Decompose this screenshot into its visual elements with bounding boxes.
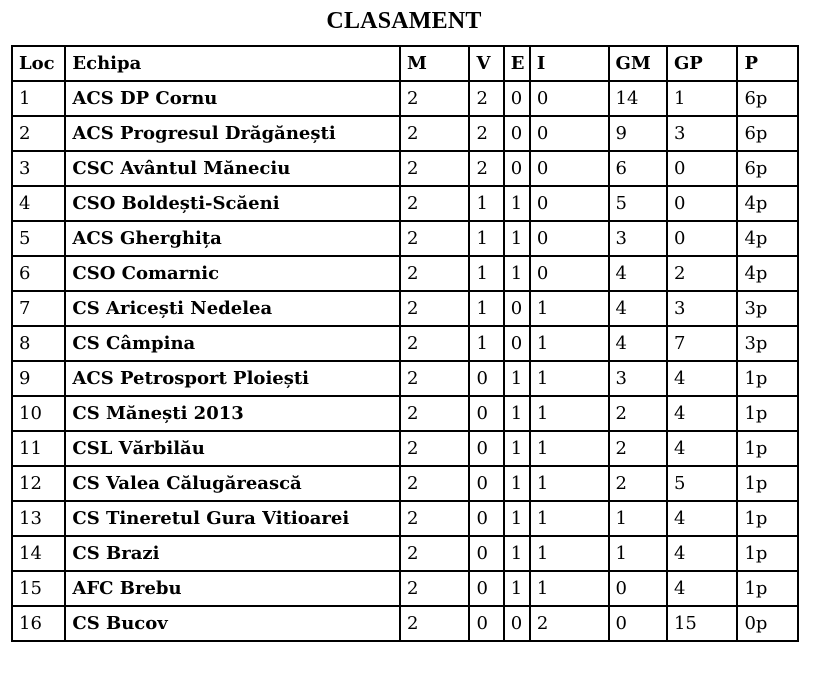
column-header-p: P [737, 46, 798, 81]
team-cell: ACS Gherghița [65, 221, 400, 256]
losses-cell: 2 [530, 606, 609, 641]
points-cell: 4p [737, 186, 798, 221]
wins-cell: 0 [469, 571, 503, 606]
goals-scored-cell: 3 [609, 361, 667, 396]
losses-cell: 1 [530, 361, 609, 396]
draws-cell: 1 [504, 361, 530, 396]
table-row [12, 116, 798, 151]
table-row [12, 221, 798, 256]
team-cell: ACS Petrosport Ploiești [65, 361, 400, 396]
table-row [12, 606, 798, 641]
position-cell: 13 [12, 501, 65, 536]
goals-scored-cell: 9 [609, 116, 667, 151]
draws-cell: 0 [504, 606, 530, 641]
position-cell: 4 [12, 186, 65, 221]
goals-scored-cell: 3 [609, 221, 667, 256]
position-cell: 11 [12, 431, 65, 466]
position-cell: 9 [12, 361, 65, 396]
wins-cell: 1 [469, 291, 503, 326]
draws-cell: 1 [504, 431, 530, 466]
position-cell: 15 [12, 571, 65, 606]
played-cell: 2 [400, 326, 470, 361]
goals-conceded-cell: 4 [667, 361, 738, 396]
position-cell: 7 [12, 291, 65, 326]
team-cell: CS Mănești 2013 [65, 396, 400, 431]
goals-conceded-cell: 7 [667, 326, 738, 361]
position-cell: 10 [12, 396, 65, 431]
table-row [12, 501, 798, 536]
points-cell: 3p [737, 291, 798, 326]
team-cell: CS Brazi [65, 536, 400, 571]
wins-cell: 2 [469, 81, 503, 116]
losses-cell: 0 [530, 81, 609, 116]
column-header-loc: Loc [12, 46, 65, 81]
points-cell: 1p [737, 571, 798, 606]
played-cell: 2 [400, 116, 470, 151]
table-row [12, 361, 798, 396]
team-cell: CSO Boldești-Scăeni [65, 186, 400, 221]
table-row [12, 186, 798, 221]
team-cell: CSC Avântul Măneciu [65, 151, 400, 186]
team-cell: ACS Progresul Drăgănești [65, 116, 400, 151]
points-cell: 1p [737, 361, 798, 396]
losses-cell: 0 [530, 116, 609, 151]
wins-cell: 0 [469, 606, 503, 641]
goals-conceded-cell: 0 [667, 186, 738, 221]
points-cell: 3p [737, 326, 798, 361]
table-row [12, 151, 798, 186]
points-cell: 4p [737, 256, 798, 291]
goals-conceded-cell: 4 [667, 501, 738, 536]
goals-scored-cell: 14 [609, 81, 667, 116]
wins-cell: 1 [469, 221, 503, 256]
draws-cell: 1 [504, 256, 530, 291]
points-cell: 0p [737, 606, 798, 641]
wins-cell: 0 [469, 431, 503, 466]
position-cell: 8 [12, 326, 65, 361]
goals-conceded-cell: 0 [667, 221, 738, 256]
position-cell: 3 [12, 151, 65, 186]
draws-cell: 1 [504, 221, 530, 256]
points-cell: 6p [737, 116, 798, 151]
losses-cell: 0 [530, 256, 609, 291]
goals-scored-cell: 2 [609, 396, 667, 431]
points-cell: 6p [737, 81, 798, 116]
team-cell: CS Valea Călugărească [65, 466, 400, 501]
team-cell: CS Bucov [65, 606, 400, 641]
column-header-e: E [504, 46, 530, 81]
goals-scored-cell: 0 [609, 606, 667, 641]
position-cell: 1 [12, 81, 65, 116]
goals-conceded-cell: 3 [667, 291, 738, 326]
goals-conceded-cell: 15 [667, 606, 738, 641]
played-cell: 2 [400, 501, 470, 536]
losses-cell: 1 [530, 571, 609, 606]
points-cell: 1p [737, 431, 798, 466]
column-header-v: V [469, 46, 503, 81]
points-cell: 1p [737, 466, 798, 501]
losses-cell: 1 [530, 431, 609, 466]
goals-scored-cell: 4 [609, 256, 667, 291]
draws-cell: 0 [504, 151, 530, 186]
wins-cell: 1 [469, 256, 503, 291]
table-row [12, 396, 798, 431]
points-cell: 1p [737, 536, 798, 571]
position-cell: 6 [12, 256, 65, 291]
position-cell: 2 [12, 116, 65, 151]
goals-conceded-cell: 3 [667, 116, 738, 151]
played-cell: 2 [400, 256, 470, 291]
draws-cell: 1 [504, 501, 530, 536]
points-cell: 6p [737, 151, 798, 186]
draws-cell: 0 [504, 326, 530, 361]
draws-cell: 1 [504, 396, 530, 431]
played-cell: 2 [400, 81, 470, 116]
losses-cell: 0 [530, 221, 609, 256]
draws-cell: 0 [504, 291, 530, 326]
team-cell: CS Tineretul Gura Vitioarei [65, 501, 400, 536]
column-header-m: M [400, 46, 470, 81]
played-cell: 2 [400, 536, 470, 571]
draws-cell: 1 [504, 571, 530, 606]
played-cell: 2 [400, 186, 470, 221]
wins-cell: 0 [469, 396, 503, 431]
goals-scored-cell: 5 [609, 186, 667, 221]
goals-conceded-cell: 4 [667, 571, 738, 606]
played-cell: 2 [400, 606, 470, 641]
goals-scored-cell: 1 [609, 536, 667, 571]
goals-conceded-cell: 5 [667, 466, 738, 501]
losses-cell: 0 [530, 186, 609, 221]
losses-cell: 1 [530, 396, 609, 431]
team-cell: CSO Comarnic [65, 256, 400, 291]
position-cell: 16 [12, 606, 65, 641]
draws-cell: 1 [504, 186, 530, 221]
losses-cell: 0 [530, 151, 609, 186]
goals-scored-cell: 4 [609, 326, 667, 361]
played-cell: 2 [400, 466, 470, 501]
wins-cell: 0 [469, 536, 503, 571]
played-cell: 2 [400, 396, 470, 431]
played-cell: 2 [400, 221, 470, 256]
played-cell: 2 [400, 571, 470, 606]
wins-cell: 2 [469, 116, 503, 151]
table-row [12, 256, 798, 291]
page-title: CLASAMENT [326, 8, 482, 34]
played-cell: 2 [400, 361, 470, 396]
wins-cell: 1 [469, 326, 503, 361]
column-header-gm: GM [609, 46, 667, 81]
goals-conceded-cell: 2 [667, 256, 738, 291]
draws-cell: 1 [504, 536, 530, 571]
goals-conceded-cell: 1 [667, 81, 738, 116]
table-row [12, 81, 798, 116]
points-cell: 4p [737, 221, 798, 256]
standings-body [12, 81, 798, 641]
goals-conceded-cell: 4 [667, 396, 738, 431]
goals-scored-cell: 6 [609, 151, 667, 186]
goals-conceded-cell: 0 [667, 151, 738, 186]
position-cell: 5 [12, 221, 65, 256]
wins-cell: 0 [469, 361, 503, 396]
wins-cell: 0 [469, 501, 503, 536]
column-header-echipa: Echipa [65, 46, 400, 81]
wins-cell: 0 [469, 466, 503, 501]
team-cell: CS Câmpina [65, 326, 400, 361]
goals-scored-cell: 2 [609, 466, 667, 501]
points-cell: 1p [737, 396, 798, 431]
draws-cell: 0 [504, 81, 530, 116]
header-row [12, 46, 798, 81]
table-row [12, 466, 798, 501]
goals-conceded-cell: 4 [667, 431, 738, 466]
table-row [12, 431, 798, 466]
draws-cell: 0 [504, 116, 530, 151]
losses-cell: 1 [530, 501, 609, 536]
column-header-i: I [530, 46, 609, 81]
goals-scored-cell: 2 [609, 431, 667, 466]
goals-scored-cell: 4 [609, 291, 667, 326]
table-row [12, 536, 798, 571]
draws-cell: 1 [504, 466, 530, 501]
wins-cell: 1 [469, 186, 503, 221]
table-row [12, 571, 798, 606]
losses-cell: 1 [530, 326, 609, 361]
team-cell: CS Aricești Nedelea [65, 291, 400, 326]
team-cell: ACS DP Cornu [65, 81, 400, 116]
played-cell: 2 [400, 151, 470, 186]
played-cell: 2 [400, 291, 470, 326]
standings-table [11, 45, 799, 642]
column-header-gp: GP [667, 46, 738, 81]
goals-scored-cell: 1 [609, 501, 667, 536]
losses-cell: 1 [530, 536, 609, 571]
losses-cell: 1 [530, 291, 609, 326]
goals-conceded-cell: 4 [667, 536, 738, 571]
team-cell: AFC Brebu [65, 571, 400, 606]
points-cell: 1p [737, 501, 798, 536]
table-row [12, 326, 798, 361]
position-cell: 12 [12, 466, 65, 501]
wins-cell: 2 [469, 151, 503, 186]
table-row [12, 291, 798, 326]
losses-cell: 1 [530, 466, 609, 501]
goals-scored-cell: 0 [609, 571, 667, 606]
team-cell: CSL Vărbilău [65, 431, 400, 466]
played-cell: 2 [400, 431, 470, 466]
position-cell: 14 [12, 536, 65, 571]
